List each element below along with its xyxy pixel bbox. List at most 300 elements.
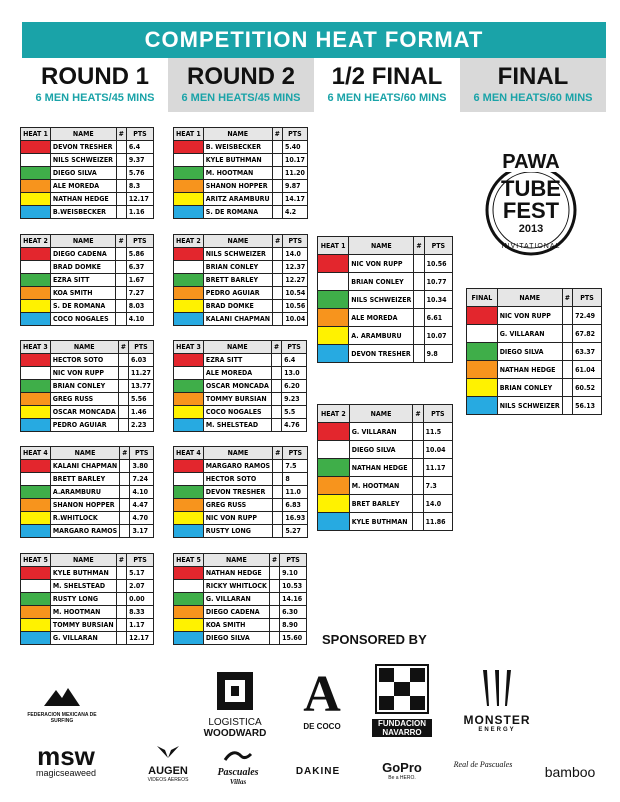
table-row [21,567,154,580]
table-row [21,206,154,219]
surfer-points: 5.76 [126,167,153,180]
number-header: # [273,447,283,460]
table-row [174,632,307,645]
round-subtitle: 6 MEN HEATS/45 MINS [181,92,301,104]
surfer-points: 10.77 [424,273,452,291]
surfer-points: 10.07 [424,327,452,345]
surfer-number [116,632,126,645]
table-row [318,327,453,345]
surfer-points: 4.47 [130,499,154,512]
surfer-name: NIC VON RUPP [203,512,272,525]
surfer-number [116,580,126,593]
surfer-name: KOA SMITH [203,619,269,632]
surfer-number [562,379,572,397]
navarro-text: NAVARRO [372,728,432,737]
surfer-name: G. VILLARAN [203,593,269,606]
jersey-color-cell [467,379,498,397]
heat-label: HEAT 4 [174,447,204,460]
surfer-number [414,309,424,327]
table-row [21,632,154,645]
jersey-color-cell [174,367,204,380]
surfer-number [273,300,283,313]
surfer-name: S. DE ROMANA [50,300,115,313]
jersey-color-cell [318,513,350,531]
points-header: PTS [130,447,154,460]
heat-header-row [174,341,307,354]
logistica-text: LOGISTICA [208,717,262,728]
jersey-color-cell [21,486,51,499]
round-subtitle: 6 MEN HEATS/45 MINS [35,92,155,104]
jersey-color-cell [21,580,51,593]
table-row [21,248,154,261]
round-title: ROUND 1 [40,63,149,90]
surfer-number [562,325,572,343]
name-header: NAME [349,237,414,255]
surfer-number [413,495,423,513]
jersey-color-cell [174,632,204,645]
jersey-color-cell [21,419,51,432]
jersey-color-cell [174,567,204,580]
surfer-number [271,393,281,406]
heat-label: FINAL [467,289,498,307]
table-row [21,287,154,300]
surfer-points: 11.17 [423,459,452,477]
table-row [467,343,602,361]
jersey-color-cell [174,460,204,473]
table-row [318,345,453,363]
table-row [318,291,453,309]
monster-text: MONSTER [463,713,531,727]
jersey-color-cell [21,300,51,313]
surfer-points: 12.17 [127,632,154,645]
jersey-color-cell [21,567,51,580]
surfer-number [269,632,279,645]
surfer-name: BRIAN CONLEY [497,379,562,397]
jersey-color-cell [174,274,204,287]
heat-table [20,234,154,326]
surfer-number [116,300,126,313]
name-header: NAME [203,235,272,248]
jersey-color-cell [318,477,350,495]
table-row [174,486,308,499]
table-row [21,354,154,367]
table-row [174,261,308,274]
surfer-name: A.ARAMBURU [50,486,119,499]
jersey-color-cell [318,423,350,441]
surfer-points: 12.37 [283,261,308,274]
surfer-number [269,606,279,619]
number-header: # [116,128,126,141]
surfer-points: 4.70 [130,512,154,525]
surfer-name: DIEGO SILVA [50,167,116,180]
surfer-points: 1.16 [126,206,153,219]
heat-header-row [467,289,602,307]
number-header: # [271,341,281,354]
surfer-number [414,291,424,309]
surfer-name: NIC VON RUPP [349,255,414,273]
table-row [174,393,307,406]
surfer-name: S. DE ROMANA [203,206,272,219]
surfer-name: EZRA SITT [50,274,115,287]
table-row [174,619,307,632]
surfer-number [273,460,283,473]
heat-header-row [21,235,154,248]
surfer-points: 67.82 [573,325,602,343]
surfer-number [120,460,130,473]
heat-label: HEAT 4 [21,447,51,460]
table-row [21,313,154,326]
table-row [21,300,154,313]
heat-label: HEAT 3 [174,341,204,354]
surfer-number [116,567,126,580]
surfer-number [273,261,283,274]
heat-table [173,553,307,645]
heat-table [20,553,154,645]
jersey-color-cell [21,632,51,645]
surfer-number [116,167,126,180]
surfer-points: 1.67 [126,274,153,287]
pawa-tube-fest-logo [476,148,586,258]
surfer-points: 6.4 [126,141,153,154]
gopro-logo [370,760,434,781]
surfer-name: NATHAN HEDGE [203,567,269,580]
heat-label: HEAT 3 [21,341,51,354]
surfer-name: NILS SCHWEIZER [497,397,562,415]
fundacion-navarro-logo [372,664,432,737]
table-row [318,309,453,327]
monster-claw-icon [477,668,517,708]
surfer-name: NATHAN HEDGE [349,459,413,477]
heat-header-row [21,554,154,567]
surfer-number [272,167,282,180]
surfer-points: 3.80 [130,460,154,473]
jersey-color-cell [21,380,51,393]
surfer-number [273,274,283,287]
surfer-name: NIC VON RUPP [497,307,562,325]
surfer-name: DIEGO SILVA [349,441,413,459]
jersey-color-cell [174,419,204,432]
table-row [21,154,154,167]
surfer-name: KYLE BUTHMAN [203,154,272,167]
surfer-number [273,486,283,499]
surfer-number [118,380,128,393]
number-header: # [116,554,126,567]
heat-header-row [318,405,453,423]
surfer-points: 12.17 [126,193,153,206]
surfer-points: 9.10 [280,567,307,580]
surfer-number [413,441,423,459]
surfer-name: MARGARO RAMOS [50,525,119,538]
surfer-points: 10.34 [424,291,452,309]
logistica-icon [215,670,255,712]
surfer-number [272,154,282,167]
surfer-name: BRIAN CONLEY [50,380,118,393]
points-header: PTS [283,447,308,460]
surfer-name: A. ARAMBURU [349,327,414,345]
points-header: PTS [126,128,153,141]
surfer-number [116,206,126,219]
surfer-number [273,525,283,538]
surfer-points: 5.17 [127,567,154,580]
surfer-number [116,619,126,632]
magicseaweed-logo [26,741,106,778]
table-row [21,525,154,538]
surfer-name: RUSTY LONG [203,525,272,538]
msw-text: msw [37,741,95,771]
table-row [21,141,154,154]
points-header: PTS [573,289,602,307]
jersey-color-cell [467,325,498,343]
surfer-points: 63.37 [573,343,602,361]
heat-label: HEAT 2 [318,405,350,423]
magicseaweed-text: magicseaweed [35,768,97,778]
jersey-color-cell [174,206,204,219]
surfer-number [120,473,130,486]
surfer-name: G. VILLARAN [50,632,116,645]
surfer-points: 6.30 [280,606,307,619]
number-header: # [116,235,126,248]
surfer-points: 10.56 [283,300,308,313]
jersey-color-cell [467,397,498,415]
surfer-number [562,343,572,361]
name-header: NAME [50,554,116,567]
surfer-points: 4.10 [130,486,154,499]
surfer-number [116,248,126,261]
surfer-number [273,287,283,300]
points-header: PTS [127,554,154,567]
surfer-number [272,180,282,193]
table-row [174,313,308,326]
table-row [21,619,154,632]
fundacion-icon [375,664,429,714]
surfer-points: 4.76 [282,419,307,432]
surfer-name: ALE MOREDA [203,367,271,380]
name-header: NAME [50,235,115,248]
jersey-color-cell [21,206,51,219]
woodward-text: WOODWARD [203,728,267,739]
surfer-name: NIC VON RUPP [50,367,118,380]
surfer-number [116,193,126,206]
table-row [174,274,308,287]
surfer-number [271,380,281,393]
surfer-name: RICKY WHITLOCK [203,580,269,593]
dakine-logo: DAKINE [295,766,341,777]
surfer-number [273,499,283,512]
surfer-name: BRIAN CONLEY [203,261,272,274]
surfer-number [116,261,126,274]
surfer-name: HECTOR SOTO [203,473,272,486]
table-row [318,477,453,495]
surfer-name: BRETT BARLEY [50,473,119,486]
surfer-points: 12.27 [283,274,308,287]
name-header: NAME [50,128,116,141]
name-header: NAME [203,447,272,460]
points-header: PTS [280,554,307,567]
round-subtitle: 6 MEN HEATS/60 MINS [473,92,593,104]
surfer-number [118,354,128,367]
surfer-number [269,593,279,606]
surfer-points: 9.8 [424,345,452,363]
table-row [174,567,307,580]
jersey-color-cell [21,261,51,274]
surfer-name: KYLE BUTHMAN [349,513,413,531]
logo-line3: FEST [502,198,560,223]
surfer-points: 56.13 [573,397,602,415]
table-row [174,248,308,261]
heat-label: HEAT 2 [174,235,204,248]
monster-energy-logo [456,668,538,733]
surfer-number [413,423,423,441]
jersey-color-cell [21,512,51,525]
jersey-color-cell [174,180,204,193]
surfer-points: 0.00 [127,593,154,606]
gopro-sub-text: Be a HERO. [388,775,416,781]
table-row [467,325,602,343]
table-row [174,193,308,206]
surfer-name: TOMMY BURSIAN [203,393,271,406]
surfer-points: 10.56 [424,255,452,273]
heat-header-row [318,237,453,255]
surfer-points: 10.54 [283,287,308,300]
surfer-name: COCO NOGALES [203,406,271,419]
heat-table [20,127,154,219]
surfer-number [116,274,126,287]
table-row [174,180,308,193]
table-row [174,580,307,593]
round-subtitle: 6 MEN HEATS/60 MINS [327,92,447,104]
surfer-number [269,567,279,580]
surfer-name: B. WEISBECKER [203,141,272,154]
table-row [174,206,308,219]
surfer-name: M. HOOTMAN [50,606,116,619]
points-header: PTS [424,237,452,255]
points-header: PTS [126,235,153,248]
logo-year: 2013 [518,223,544,235]
table-row [318,441,453,459]
jersey-color-cell [174,167,204,180]
surfer-points: 72.49 [573,307,602,325]
heat-header-row [21,447,154,460]
real-de-pascuales-logo: Real de Pascuales [453,760,513,769]
surfer-name: GREG RUSS [50,393,118,406]
surfer-points: 8.3 [126,180,153,193]
name-header: NAME [497,289,562,307]
jersey-color-cell [318,495,350,513]
table-row [318,255,453,273]
jersey-color-cell [174,499,204,512]
surfer-points: 10.53 [280,580,307,593]
surfer-name: KOA SMITH [50,287,115,300]
heat-table [173,340,307,432]
surfer-points: 14.17 [282,193,307,206]
jersey-color-cell [318,309,349,327]
surfer-points: 11.20 [282,167,307,180]
surfer-number [413,513,423,531]
surfer-number [118,406,128,419]
surfer-number [269,619,279,632]
table-row [174,499,308,512]
number-header: # [118,341,128,354]
surfer-points: 6.03 [128,354,153,367]
heat-table [173,446,308,538]
surfer-name: NILS SCHWEIZER [50,154,116,167]
jersey-color-cell [467,361,498,379]
surfer-points: 10.04 [423,441,452,459]
surfer-number [271,419,281,432]
surfer-number [118,367,128,380]
heat-label: HEAT 1 [21,128,51,141]
table-row [174,406,307,419]
surfer-points: 8.33 [127,606,154,619]
surfer-points: 6.37 [126,261,153,274]
surfer-points: 11.0 [283,486,308,499]
table-row [21,180,154,193]
table-row [21,593,154,606]
jersey-color-cell [21,525,51,538]
surfer-number [120,512,130,525]
table-row [21,167,154,180]
surfer-name: M. HOOTMAN [203,167,272,180]
name-header: NAME [50,341,118,354]
surfer-name: NILS SCHWEIZER [349,291,414,309]
jersey-color-cell [174,512,204,525]
jersey-color-cell [21,313,51,326]
jersey-color-cell [21,619,51,632]
jersey-color-cell [174,380,204,393]
logo-line1: PAWA [502,151,560,173]
number-header: # [272,128,282,141]
table-row [21,473,154,486]
de-coco-text: DE COCO [303,722,341,731]
gopro-text: GoPro [382,760,422,775]
surfer-name: B.WEISBECKER [50,206,116,219]
surfer-points: 14.0 [283,248,308,261]
jersey-color-cell [21,393,51,406]
heat-header-row [174,235,308,248]
table-row [174,141,308,154]
heat-table [466,288,602,415]
surfer-points: 2.23 [128,419,153,432]
round-title: FINAL [497,63,569,90]
table-row [21,380,154,393]
surfer-number [272,141,282,154]
round-1-header [22,58,168,112]
number-header: # [269,554,279,567]
fms-icon [42,684,82,710]
table-row [21,193,154,206]
surfer-points: 60.52 [573,379,602,397]
augen-logo [138,744,198,783]
table-row [174,287,308,300]
surfer-number [414,345,424,363]
surfer-points: 7.3 [423,477,452,495]
heat-label: HEAT 5 [174,554,204,567]
wave-icon [223,748,253,762]
surfer-number [116,141,126,154]
surfer-points: 2.07 [127,580,154,593]
table-row [174,606,307,619]
surfer-number [414,273,424,291]
jersey-color-cell [21,473,51,486]
semi-final-header [314,58,460,112]
jersey-color-cell [467,343,498,361]
table-row [21,406,154,419]
jersey-color-cell [21,354,51,367]
surfer-number [269,580,279,593]
surfer-points: 7.27 [126,287,153,300]
surfer-name: TOMMY BURSIAN [50,619,116,632]
surfer-name: COCO NOGALES [50,313,115,326]
